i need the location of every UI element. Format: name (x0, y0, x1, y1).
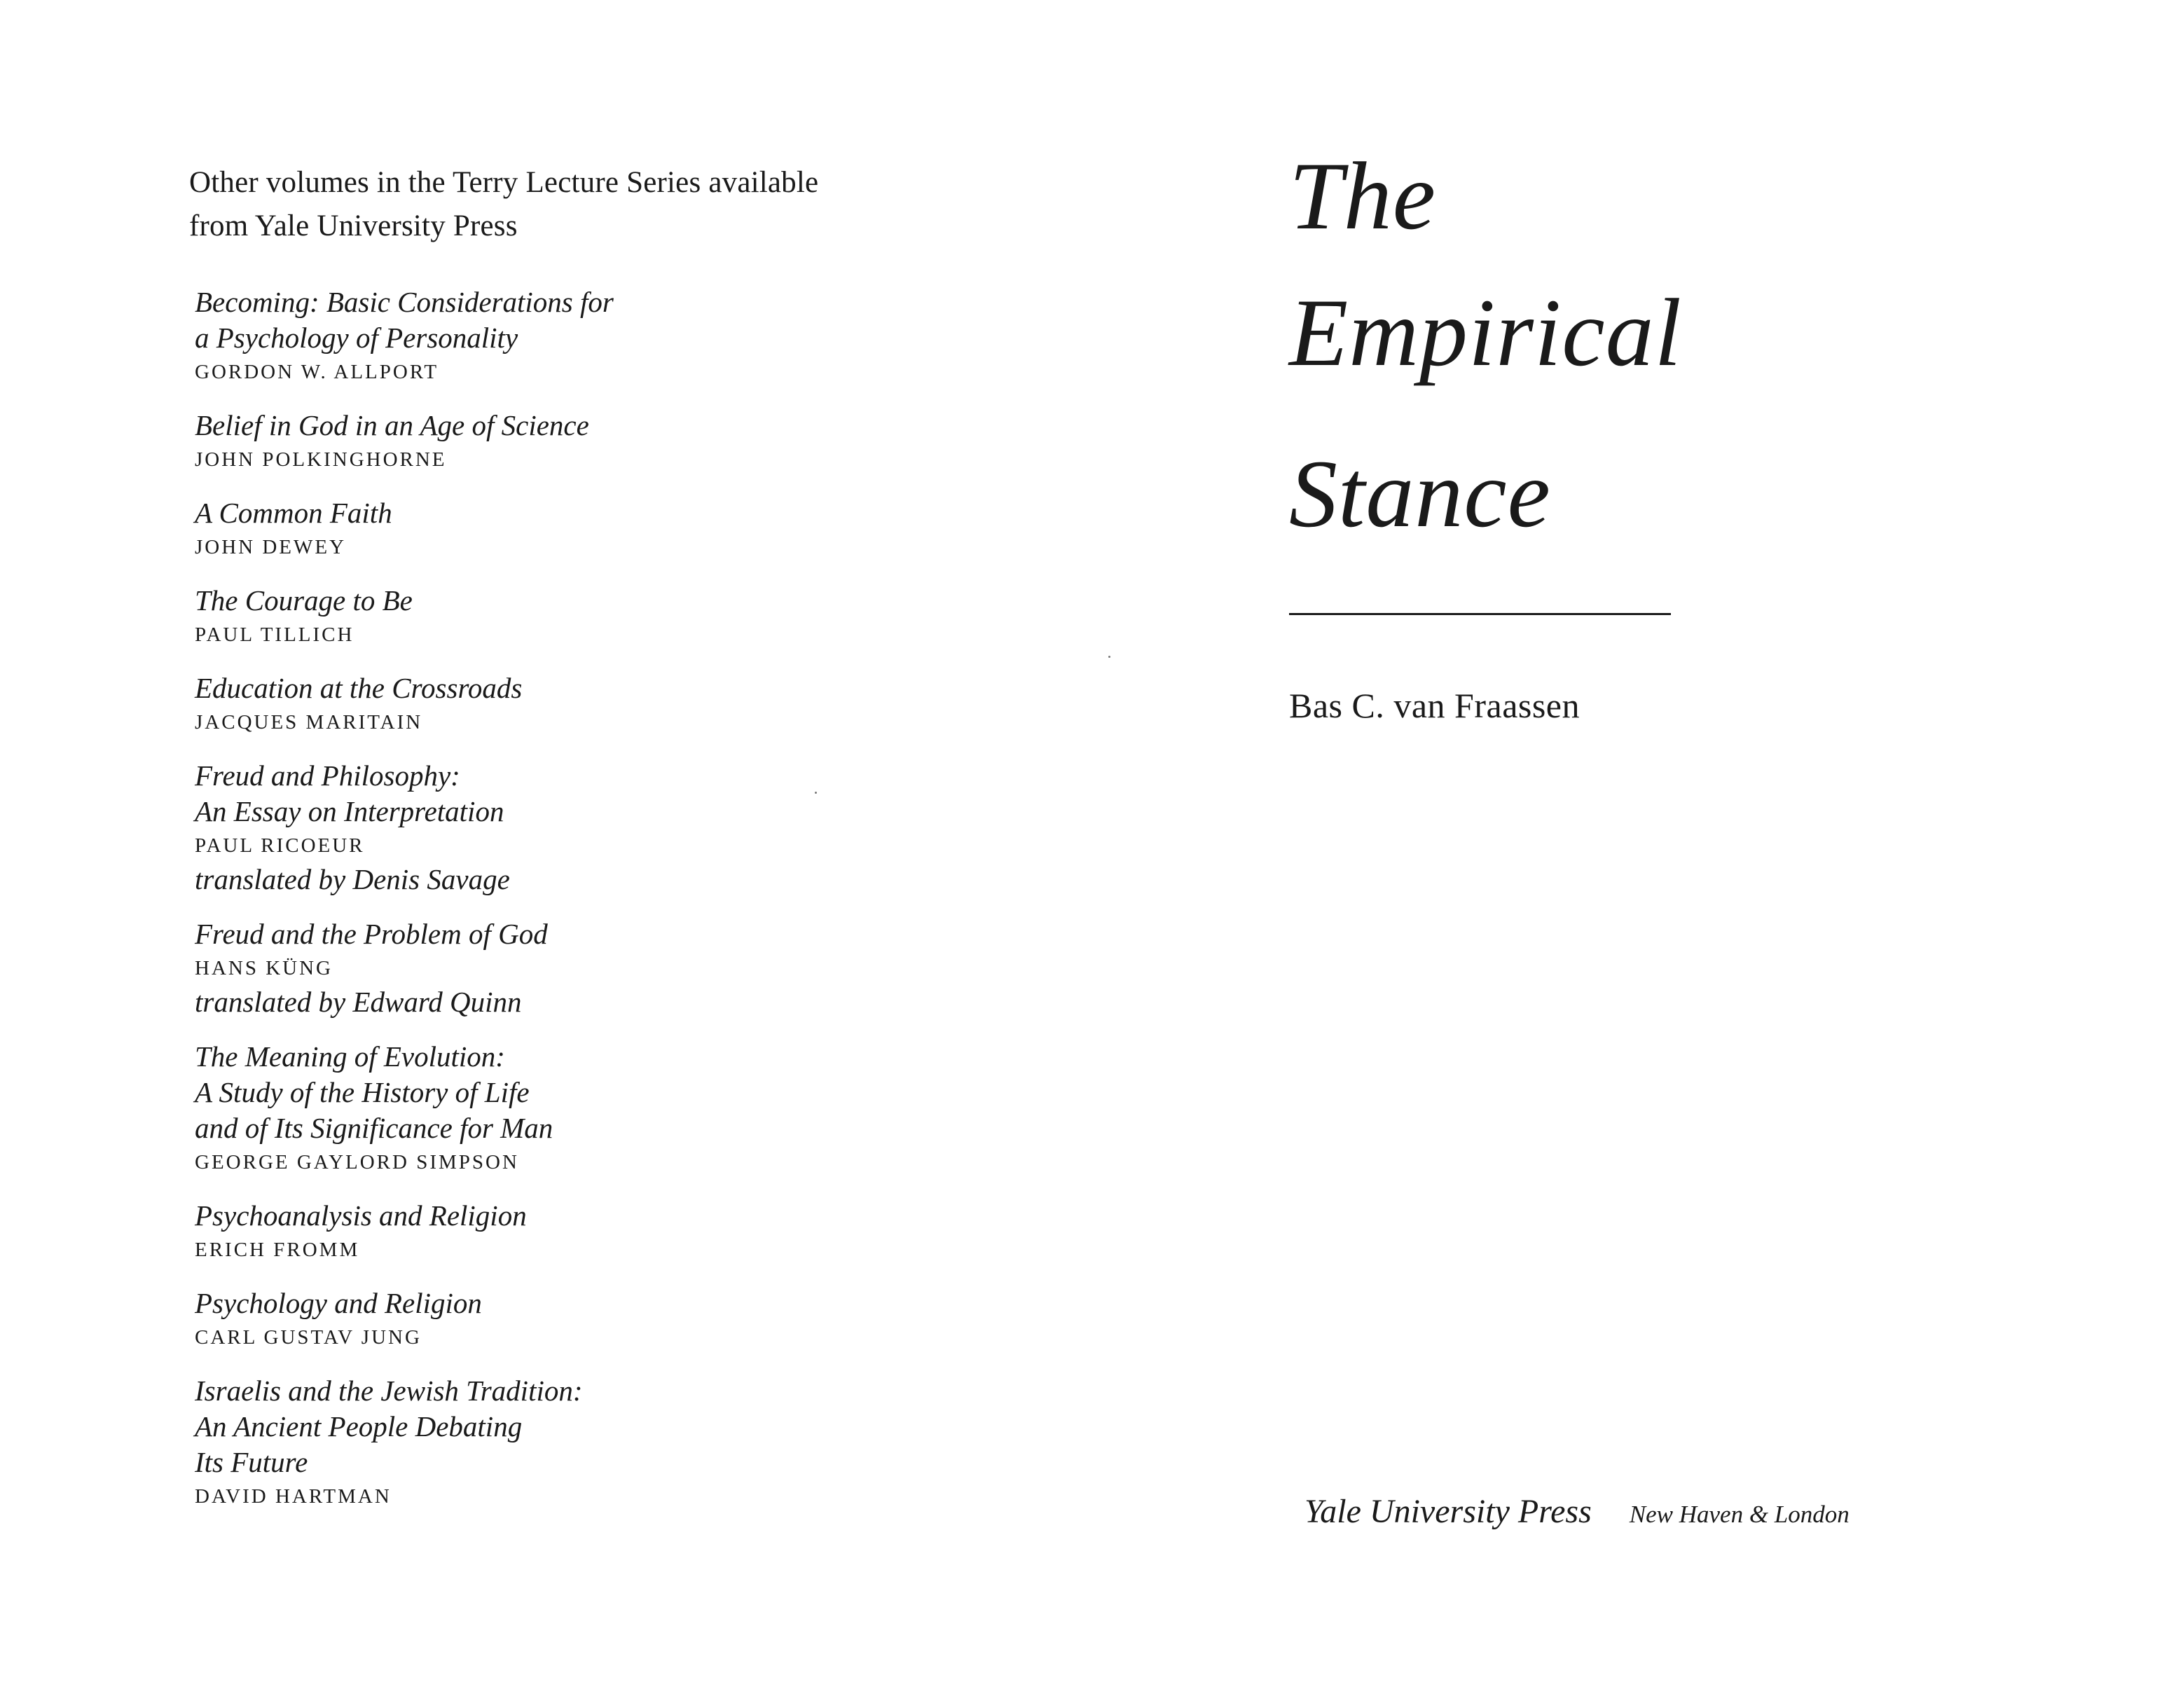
volume-list (189, 284, 1100, 1513)
book-title-line-3: Stance (1289, 440, 1551, 547)
volume-title: Psychoanalysis and Religion (195, 1199, 527, 1232)
scan-speck (1108, 656, 1110, 658)
list-item (195, 583, 1100, 651)
volume-title: Belief in God in an Age of Science (195, 409, 589, 441)
list-item (195, 408, 1100, 476)
list-item (195, 1039, 1100, 1178)
volume-title: Israelis and the Jewish Tradition: An Ancient People Debating Its Future (195, 1375, 583, 1478)
volume-translator: translated by Edward Quinn (195, 986, 522, 1018)
volume-title: Psychology and Religion (195, 1287, 482, 1319)
volume-author: JACQUES MARITAIN (195, 711, 423, 734)
publisher-imprint (1304, 1492, 1850, 1531)
right-page-title (1289, 140, 1990, 726)
book-author: Bas C. van Fraassen (1289, 686, 1580, 725)
scan-speck (815, 792, 817, 794)
list-item (195, 495, 1100, 563)
list-item (195, 1198, 1100, 1266)
volume-author: DAVID HARTMAN (195, 1485, 392, 1508)
volume-title: Becoming: Basic Considerations for a Psychology of Personality (195, 286, 614, 354)
book-title-line-1: The (1289, 142, 1436, 249)
volume-title: Freud and Philosophy: An Essay on Interpretation (195, 759, 504, 827)
list-item (195, 916, 1100, 1019)
volume-title: Freud and the Problem of God (195, 918, 548, 950)
volume-author: JOHN POLKINGHORNE (195, 448, 447, 471)
publisher-place: New Haven & London (1629, 1501, 1850, 1528)
list-item (195, 284, 1100, 388)
series-heading-line-1: Other volumes in the Terry Lecture Series available (189, 166, 819, 199)
list-item (195, 758, 1100, 897)
series-heading-line-2: from Yale University Press (189, 209, 518, 242)
volume-author: PAUL RICOEUR (195, 834, 365, 857)
volume-title: A Common Faith (195, 497, 392, 529)
volume-title: Education at the Crossroads (195, 672, 523, 704)
volume-author: JOHN DEWEY (195, 536, 347, 558)
list-item (195, 1373, 1100, 1513)
volume-author: HANS KÜNG (195, 957, 333, 979)
title-rule-divider (1289, 613, 1671, 615)
book-title-line-2: Empirical (1289, 279, 1682, 386)
series-heading (189, 161, 1100, 248)
volume-author: GEORGE GAYLORD SIMPSON (195, 1151, 519, 1173)
volume-author: CARL GUSTAV JUNG (195, 1326, 422, 1349)
list-item (195, 1286, 1100, 1354)
volume-title: The Meaning of Evolution: A Study of the History of Life and of Its Significance for Man (195, 1040, 553, 1144)
publisher-name: Yale University Press (1304, 1493, 1592, 1530)
volume-title: The Courage to Be (195, 584, 413, 617)
volume-author: PAUL TILLICH (195, 624, 354, 646)
volume-translator: translated by Denis Savage (195, 863, 510, 895)
volume-author: ERICH FROMM (195, 1239, 360, 1261)
left-page-series-list (189, 161, 1100, 1532)
volume-author: GORDON W. ALLPORT (195, 361, 439, 383)
list-item (195, 670, 1100, 738)
